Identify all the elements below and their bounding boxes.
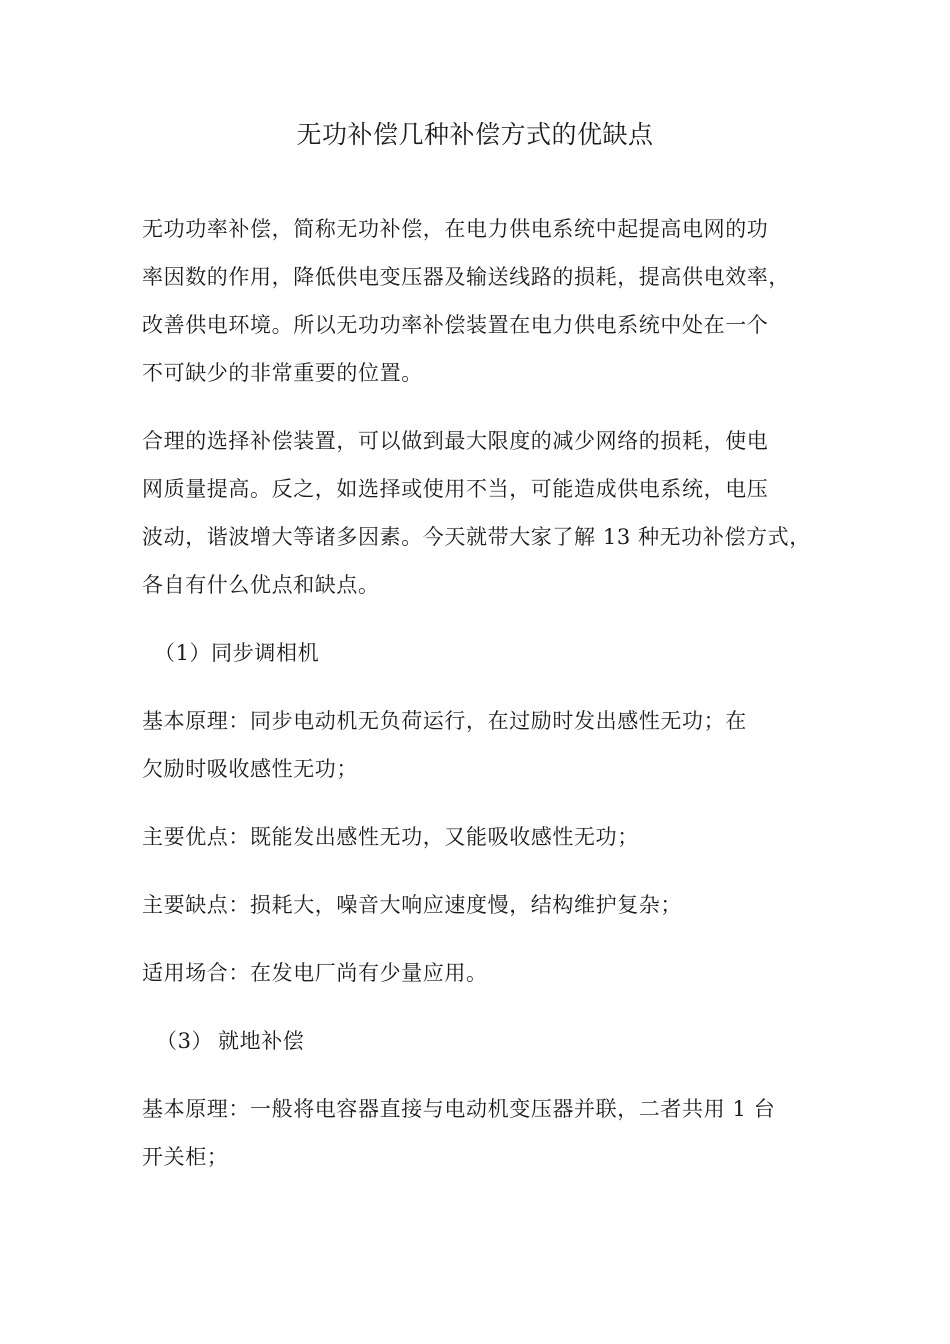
paragraph-line: 波动，谐波增大等诸多因素。今天就带大家了解 13 种无功补偿方式，	[142, 525, 811, 549]
section-title: 同步调相机	[211, 641, 320, 665]
paragraph-line: 开关柜；	[142, 1145, 229, 1169]
section-number: （3）	[156, 1029, 214, 1053]
second-paragraph	[142, 417, 810, 609]
section-1-advantages	[142, 813, 810, 861]
section-1-principle	[142, 697, 810, 793]
paragraph-line: 基本原理：同步电动机无负荷运行，在过励时发出感性无功；在	[142, 709, 747, 733]
document-title: 无功补偿几种补偿方式的优缺点	[296, 120, 654, 149]
section-title: 就地补偿	[218, 1029, 305, 1053]
section-number: （1）	[154, 641, 212, 665]
section-1-disadvantages	[142, 881, 810, 929]
paragraph-line: 网质量提高。反之，如选择或使用不当，可能造成供电系统，电压	[142, 477, 769, 501]
document-body	[142, 205, 810, 1201]
paragraph-line: 合理的选择补偿装置，可以做到最大限度的减少网络的损耗，使电	[142, 429, 769, 453]
section-3-principle	[142, 1085, 810, 1181]
paragraph-line: 不可缺少的非常重要的位置。	[142, 361, 423, 385]
paragraph-line: 适用场合：在发电厂尚有少量应用。	[142, 961, 488, 985]
paragraph-line: 改善供电环境。所以无功功率补偿装置在电力供电系统中处在一个	[142, 313, 769, 337]
section-3-heading	[142, 1017, 810, 1065]
paragraph-line: 欠励时吸收感性无功；	[142, 757, 358, 781]
section-1-heading	[142, 629, 810, 677]
paragraph-line: 基本原理：一般将电容器直接与电动机变压器并联，二者共用 1 台	[142, 1097, 776, 1121]
paragraph-line: 主要优点：既能发出感性无功，又能吸收感性无功；	[142, 825, 639, 849]
paragraph-line: 各自有什么优点和缺点。	[142, 573, 380, 597]
intro-paragraph	[142, 205, 810, 397]
paragraph-line: 无功功率补偿，简称无功补偿，在电力供电系统中起提高电网的功	[142, 217, 769, 241]
paragraph-line: 主要缺点：损耗大，噪音大响应速度慢，结构维护复杂；	[142, 893, 682, 917]
paragraph-line: 率因数的作用，降低供电变压器及输送线路的损耗，提高供电效率，	[142, 265, 790, 289]
section-1-application	[142, 949, 810, 997]
